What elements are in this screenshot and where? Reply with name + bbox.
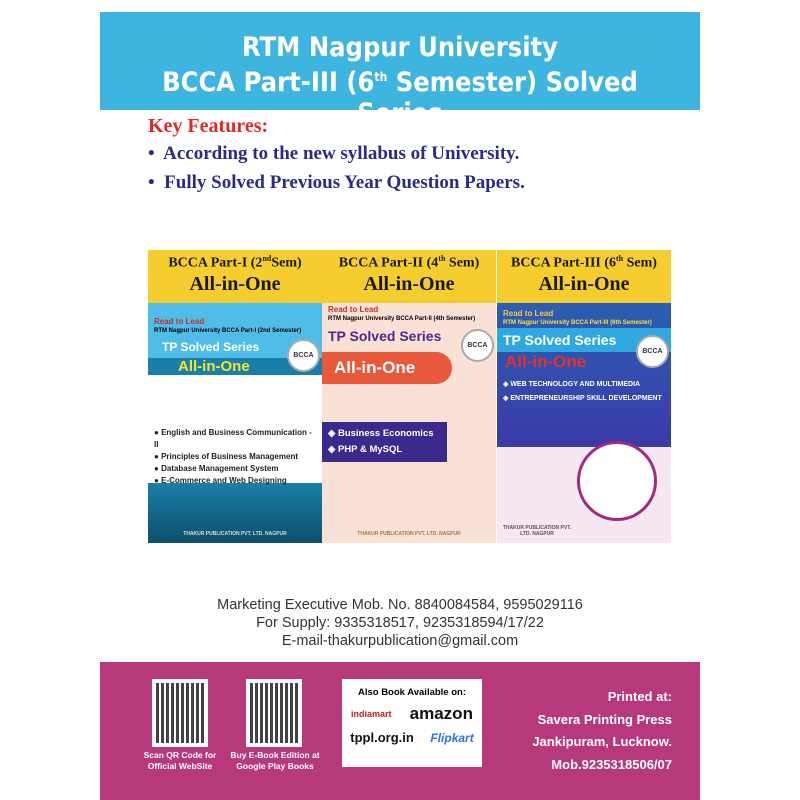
website-qr-code[interactable] [152, 679, 208, 747]
printer-address: Jankipuram, Lucknow. [532, 734, 672, 749]
cover-university: RTM Nagpur University BCCA Part-III (6th Semester) [503, 320, 652, 326]
book-cover [322, 303, 496, 543]
amazon-logo[interactable]: amazon [409, 704, 473, 723]
book-label: BCCA Part-I (2ndSem) All-in-One [148, 250, 322, 303]
marketing-phone: Marketing Executive Mob. No. 8840084584, 9595029116 [217, 597, 583, 613]
play-books-qr-code[interactable] [246, 679, 302, 747]
cover-aio: All-in-One [505, 352, 587, 371]
cover-series: TP Solved Series [497, 328, 671, 352]
available-title: Also Book Available on: [357, 687, 467, 698]
subject-list: ◈ WEB TECHNOLOGY AND MULTIMEDIA ◈ ENTREPRENEURSHIP SKILL DEVELOPMENT [503, 381, 662, 402]
seal: BCCA [636, 335, 669, 368]
feature-item: • According to the new syllabus of University. [148, 143, 520, 164]
chart-illustration [322, 384, 496, 422]
printer-info [532, 686, 672, 776]
seal: BCCA [461, 329, 494, 362]
cover-aio: All-in-One [322, 352, 452, 384]
tppl-link[interactable]: tppl.org.in [350, 730, 414, 745]
footer [100, 662, 700, 800]
supply-phone: For Supply: 9335318517, 9235318594/17/22 [256, 615, 544, 631]
printer-phone: Mob.9235318506/07 [551, 756, 672, 772]
printed-label: Printed at: [607, 689, 672, 704]
cover-university: RTM Nagpur University BCCA Part-II (4th Semester) [328, 316, 476, 322]
book-part-1 [148, 250, 322, 543]
qr1-caption: Scan QR Code for Official WebSite [143, 750, 217, 771]
book-cover [497, 303, 671, 543]
key-features-title: Key Features: [148, 115, 269, 137]
availability-box [342, 679, 482, 767]
cover-university: RTM Nagpur University BCCA Part-I (2nd Semester) [154, 328, 302, 334]
brand: Read to Lead [503, 309, 554, 318]
feature-item: • Fully Solved Previous Year Question Papers. [148, 172, 525, 193]
cover-series: TP Solved Series [162, 340, 260, 354]
cover-aio: All-in-One [148, 358, 322, 375]
qr2-caption: Buy E-Book Edition at Google Play Books [230, 750, 320, 771]
back-cover [100, 12, 700, 800]
book-label: BCCA Part-II (4th Sem) All-in-One [322, 250, 496, 303]
subject-list: ● English and Business Communication -II ● Principles of Business Management ● Database Management System ● E-Commerce and Web Designing [154, 428, 312, 485]
subject-list: ◈ Business Economics ◈ PHP & MySQL [322, 422, 447, 462]
seal: BCCA [287, 339, 320, 372]
contact-info [100, 596, 700, 650]
publisher: THAKUR PUBLICATION PVT. LTD. NAGPUR [183, 531, 287, 537]
printer-name: Savera Printing Press [537, 711, 672, 727]
university-title: RTM Nagpur University [241, 32, 559, 63]
brand: Read to Lead [154, 317, 205, 326]
brand: Read to Lead [328, 305, 379, 314]
series-title: BCCA Part-III (6th Semester) Solved Series [162, 67, 638, 129]
tech-illustration [577, 441, 657, 521]
book-part-2 [322, 250, 496, 543]
email-link[interactable]: E-mail-thakurpublication@gmail.com [281, 633, 519, 649]
flipkart-logo[interactable]: Flipkart [430, 730, 474, 745]
cover-series: TP Solved Series [328, 328, 442, 344]
publisher: THAKUR PUBLICATION PVT. LTD. NAGPUR [502, 525, 572, 537]
publisher: THAKUR PUBLICATION PVT. LTD. NAGPUR [357, 531, 461, 537]
book-part-3 [497, 250, 671, 543]
book-cover [148, 303, 322, 543]
illustration [148, 375, 322, 425]
indiamart-logo[interactable]: indiamart [351, 709, 392, 719]
book-label: BCCA Part-III (6th Sem) All-in-One [497, 250, 671, 303]
